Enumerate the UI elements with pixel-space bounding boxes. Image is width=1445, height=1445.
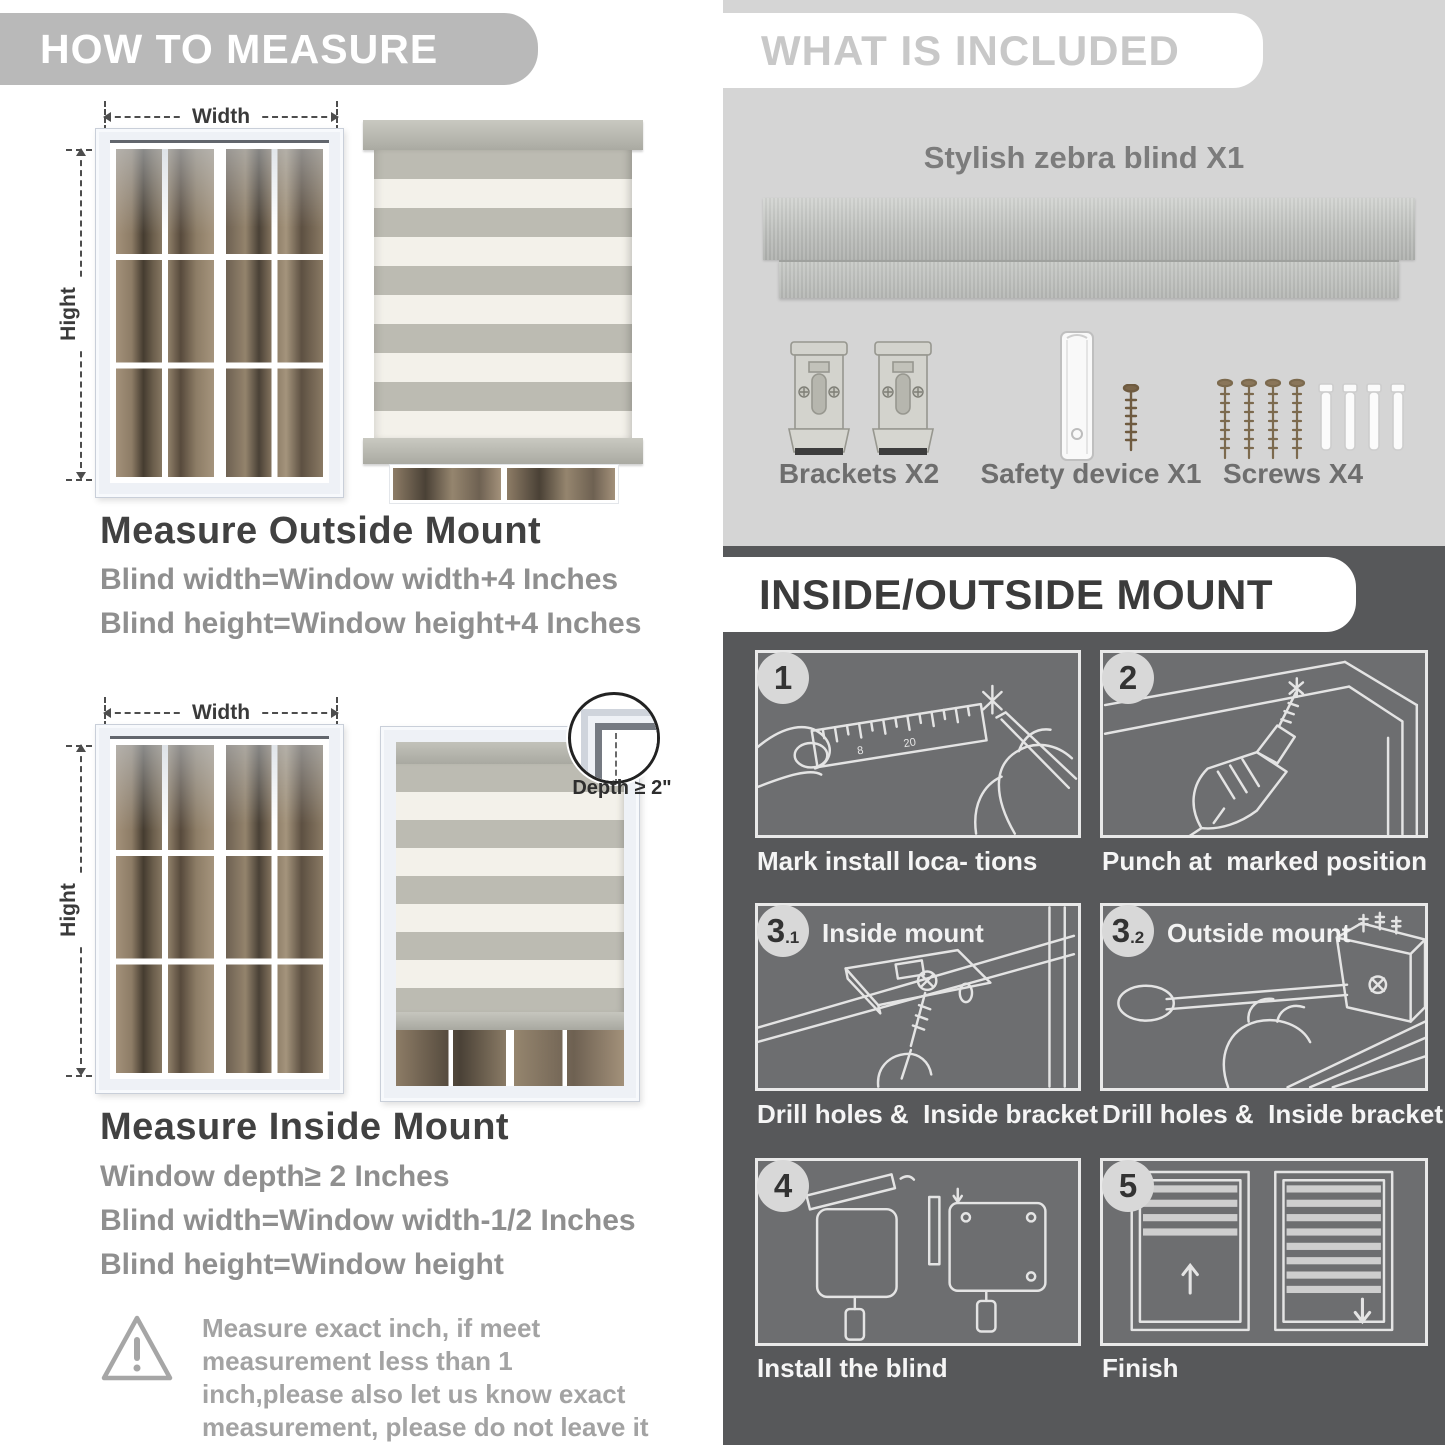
tick	[104, 697, 106, 727]
window-glass	[396, 1030, 624, 1086]
window-sash	[110, 143, 220, 483]
screws-icon	[1217, 378, 1307, 462]
window-illustration-inside	[95, 724, 344, 1094]
bracket-icon	[785, 340, 853, 458]
blind-headrail-lip	[779, 260, 1399, 298]
tick	[104, 101, 106, 131]
step-number: 3	[1111, 912, 1131, 949]
brackets-label: Brackets X2	[778, 458, 940, 489]
product-name: Stylish zebra blind X1	[923, 140, 1245, 175]
inside-mount-rule: Blind height=Window height	[100, 1248, 504, 1281]
window-sash	[220, 143, 330, 483]
step-number: 5	[1118, 1167, 1138, 1204]
step-number-badge	[757, 905, 809, 957]
tick	[66, 479, 92, 481]
tick	[66, 149, 92, 151]
width-measure-arrow	[105, 105, 337, 128]
tick	[66, 745, 92, 747]
step-panel-3-1	[755, 903, 1081, 1091]
blind-bottom-rail	[396, 1012, 624, 1030]
width-measure-arrow	[105, 701, 337, 724]
section-title-how-to-measure: HOW TO MEASURE	[0, 13, 538, 85]
blind-bottom-rail	[363, 438, 643, 464]
inside-outside-mount-section	[723, 546, 1445, 1445]
inside-mount-title: Measure Inside Mount	[100, 1106, 510, 1148]
window-illustration-outside	[95, 128, 344, 498]
width-label: Width	[182, 104, 260, 130]
window-frame-inner-corner	[595, 723, 660, 784]
step-number: 2	[1118, 659, 1138, 696]
screw-icon	[1121, 384, 1141, 454]
step4-caption: Install the blind	[757, 1353, 948, 1383]
step1-caption: Mark install loca- tions	[757, 846, 1038, 876]
step-number: 1	[773, 659, 793, 696]
measure-warning-note	[98, 1312, 660, 1444]
step-panel-2	[1100, 650, 1428, 838]
step3-2-title: Outside mount	[1167, 918, 1351, 948]
window-below-blind	[389, 464, 619, 504]
step-panel-4	[755, 1158, 1081, 1346]
depth-label: Depth ≥ 2"	[572, 777, 672, 799]
step-number-badge	[757, 652, 809, 704]
height-label: Hight	[56, 873, 82, 947]
window-sash	[220, 739, 330, 1079]
blind-fabric	[374, 150, 632, 438]
depth-detail-magnifier-icon	[568, 692, 660, 784]
outside-mount-title: Measure Outside Mount	[100, 510, 542, 552]
svg-text:8: 8	[856, 744, 865, 758]
step-number-sub: .1	[785, 928, 800, 947]
outside-mount-rule: Blind width=Window width+4 Inches	[100, 563, 619, 596]
step-number-sub: .2	[1130, 928, 1145, 947]
step-panel-1	[755, 650, 1081, 838]
section-title-what-is-included: WHAT IS INCLUDED	[723, 13, 1263, 88]
step-number-badge	[757, 1160, 809, 1212]
outside-mount-rule: Blind height=Window height+4 Inches	[100, 607, 642, 640]
svg-text:20: 20	[902, 736, 917, 751]
window-sashes	[110, 739, 329, 1079]
step-panel-5	[1100, 1158, 1428, 1346]
height-measure-arrow	[57, 746, 82, 1074]
warning-text: Measure exact inch, if meet measurement less than 1 inch,please also let us know exact measurement, please do not leave it	[202, 1313, 649, 1443]
step3-1-title: Inside mount	[822, 918, 984, 948]
safety-device-label: Safety device X1	[980, 458, 1202, 489]
wall-anchors-icon	[1315, 382, 1411, 454]
step-number-badge	[1102, 905, 1154, 957]
what-is-included-section	[723, 0, 1445, 546]
warning-triangle-icon	[98, 1312, 176, 1386]
tick	[336, 697, 338, 727]
step-panel-3-2	[1100, 903, 1428, 1091]
step2-caption: Punch at marked position	[1102, 846, 1428, 876]
inside-mount-rule: Blind width=Window width-1/2 Inches	[100, 1204, 636, 1237]
step-number-badge	[1102, 652, 1154, 704]
safety-device-icon	[1055, 330, 1101, 464]
window-pane	[393, 468, 501, 500]
height-measure-arrow	[57, 150, 82, 478]
width-label: Width	[182, 700, 260, 726]
height-label: Hight	[56, 277, 82, 351]
step-number-badge	[1102, 1160, 1154, 1212]
tick	[66, 1075, 92, 1077]
screws-label: Screws X4	[1222, 458, 1364, 489]
down-arrow-icon	[1355, 1299, 1369, 1322]
window-pane	[507, 468, 615, 500]
window-sash	[110, 739, 220, 1079]
step-number: 3	[766, 912, 786, 949]
blind-fabric	[396, 764, 624, 1012]
blind-cassette	[363, 120, 643, 150]
up-arrow-icon	[1183, 1265, 1197, 1293]
how-to-measure-section	[0, 0, 700, 1445]
step5-caption: Finish	[1102, 1353, 1179, 1383]
window-sashes	[110, 143, 329, 483]
zebra-blind-outside-mount-illustration	[363, 120, 643, 502]
inside-mount-rule: Window depth≥ 2 Inches	[100, 1160, 450, 1193]
step-number: 4	[773, 1167, 793, 1204]
step3-1-caption: Drill holes & Inside bracket	[757, 1099, 1098, 1129]
step3-2-caption: Drill holes & Inside bracket	[1102, 1099, 1443, 1129]
tick	[336, 101, 338, 131]
bracket-icon	[869, 340, 937, 458]
blind-headrail-image	[763, 198, 1415, 260]
section-title-inside-outside-mount: INSIDE/OUTSIDE MOUNT	[723, 557, 1356, 632]
